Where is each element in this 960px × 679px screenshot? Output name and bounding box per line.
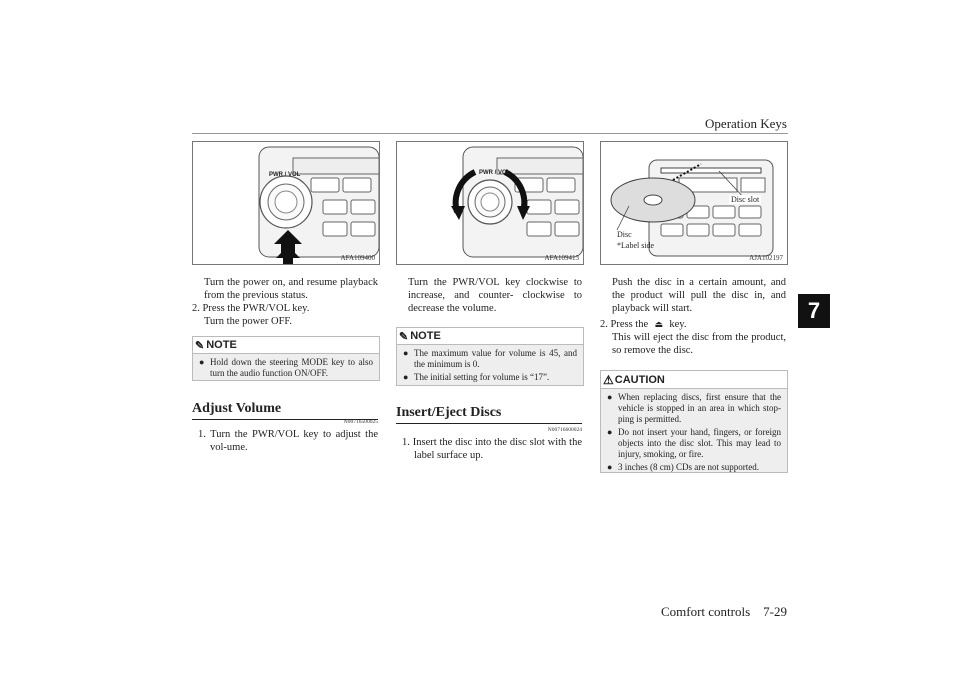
- paragraph: Turn the PWR/VOL key clockwise to increase, and counter- clockwise to decrease the volume.: [408, 277, 582, 314]
- section-code: N00716600024: [547, 427, 582, 433]
- radio-panel-illustration: [193, 142, 379, 264]
- figure-volume-key: [396, 141, 584, 265]
- label-disc: Disc: [617, 230, 632, 239]
- footer-page-number: 7-29: [763, 604, 787, 619]
- bullet-icon: ●: [607, 462, 613, 472]
- page-header-title: Operation Keys: [705, 116, 787, 131]
- caution-body: [601, 389, 787, 479]
- column-1-step-1: [198, 428, 378, 454]
- paragraph: Turn the power on, and resume playback from the previous status.: [204, 277, 378, 301]
- figure-power-key: [192, 141, 380, 265]
- header-rule: [192, 133, 788, 134]
- caution-item: ● Do not insert your hand, fingers, or foreign objects into the disc slot. This may lead to injury, smoking, or fire.: [607, 427, 781, 459]
- note-title: NOTE: [410, 330, 441, 342]
- note-box: [192, 336, 380, 381]
- column-2-text: [396, 276, 582, 315]
- radio-panel-illustration: [397, 142, 583, 264]
- step-2-sub: Turn the power OFF.: [204, 316, 293, 327]
- eject-icon: ⏏: [654, 319, 663, 329]
- step-2: 2. Press the ⏏ key.: [600, 319, 687, 330]
- label-disc-slot: Disc slot: [731, 195, 760, 204]
- bullet-icon: ●: [403, 372, 409, 382]
- note-header: [193, 337, 379, 354]
- caution-header: [601, 371, 787, 389]
- paragraph: Push the disc in a certain amount, and the product will pull the disc in, and playback will start.: [612, 277, 786, 314]
- pencil-icon: ✎: [399, 330, 409, 343]
- caution-item: ● 3 inches (8 cm) CDs are not supported.: [607, 462, 759, 472]
- column-2-step-1: [402, 436, 582, 462]
- note-body: [397, 345, 583, 389]
- bullet-icon: ●: [199, 357, 205, 367]
- note-header: [397, 328, 583, 345]
- figure-disc-insert: [600, 141, 788, 265]
- bullet-icon: ●: [607, 392, 613, 402]
- step-1: 1. Turn the PWR/VOL key to adjust the vol-ume.: [198, 429, 378, 453]
- caution-title: CAUTION: [614, 373, 665, 386]
- step-1: 1. Insert the disc into the disc slot with the label surface up.: [402, 437, 582, 461]
- figure-key-label: PWR / VOL: [479, 170, 511, 176]
- footer-section: Comfort controls: [660, 604, 751, 619]
- step-2-sub: This will eject the disc from the product, so remove the disc.: [612, 332, 786, 356]
- figure-key-label: PWR / VOL: [269, 172, 301, 178]
- note-item: ● The initial setting for volume is “17”.: [403, 372, 550, 382]
- figure-code: AFA109400: [340, 254, 375, 262]
- chapter-tab: 7: [798, 294, 830, 328]
- column-1-text: [192, 276, 378, 328]
- note-item: ● The maximum value for volume is 45, and the minimum is 0.: [403, 348, 577, 369]
- pencil-icon: ✎: [195, 339, 205, 352]
- caution-box: [600, 370, 788, 473]
- label-side: *Label side: [617, 241, 655, 250]
- warning-triangle-icon: ⚠: [603, 372, 614, 387]
- column-3-text: [600, 276, 786, 357]
- bullet-icon: ●: [403, 348, 409, 358]
- note-item: ● Hold down the steering MODE key to also turn the audio function ON/OFF.: [199, 357, 373, 378]
- note-title: NOTE: [206, 339, 237, 351]
- section-title-insert-eject: Insert/Eject Discs: [396, 405, 582, 424]
- figure-code: AFA109413: [544, 254, 579, 262]
- bullet-icon: ●: [607, 427, 613, 437]
- figure-code: AJA102197: [749, 254, 783, 262]
- note-box: [396, 327, 584, 386]
- page-footer: [661, 604, 787, 620]
- section-code: N00716500025: [343, 419, 378, 425]
- note-body: [193, 354, 379, 385]
- step-2: 2. Press the PWR/VOL key.: [192, 303, 310, 314]
- section-title-adjust-volume: Adjust Volume: [192, 401, 378, 420]
- caution-item: ● When replacing discs, first ensure that the vehicle is stopped in an area in which stop-ping is permitted.: [607, 392, 781, 424]
